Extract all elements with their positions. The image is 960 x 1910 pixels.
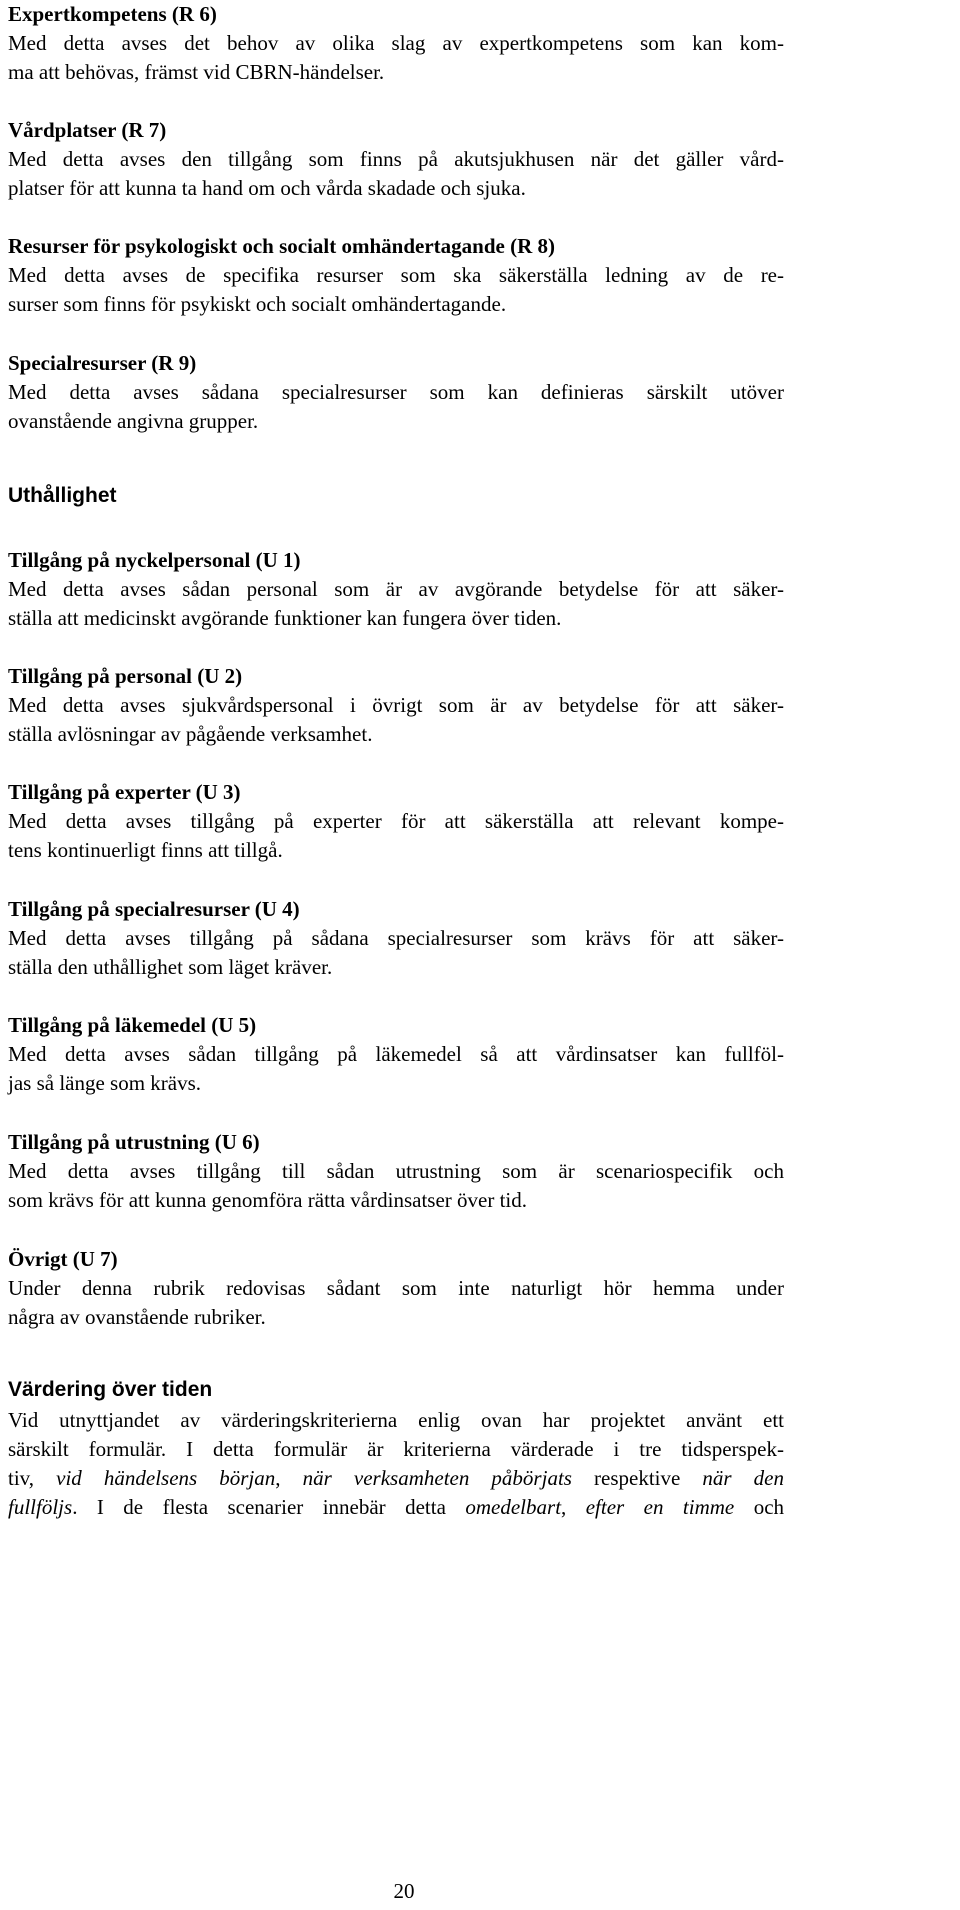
entry-u6 — [8, 1128, 784, 1215]
entry-r8 — [8, 232, 784, 319]
entry-title: Tillgång på utrustning (U 6) — [8, 1130, 260, 1154]
entry-title: Resurser för psykologiskt och socialt omhändertagande (R 8) — [8, 234, 555, 258]
entry-text-line: Med detta avses sådan tillgång på läkemedel så att vårdinsatser kan fullföl- — [8, 1042, 784, 1066]
entry-title: Övrigt (U 7) — [8, 1247, 118, 1271]
entry-title: Tillgång på läkemedel (U 5) — [8, 1013, 257, 1037]
entry-u4 — [8, 895, 784, 982]
entry-text-line: Med detta avses tillgång på experter för att säkerställa att relevant kompe- — [8, 809, 784, 833]
entry-text-line: Med detta avses de specifika resurser som ska säkerställa ledning av de re- — [8, 263, 784, 287]
entry-title: Specialresurser (R 9) — [8, 351, 197, 375]
entry-text-line: som krävs för att kunna genomföra rätta vårdinsatser över tid. — [8, 1188, 528, 1212]
entry-text-line: Med detta avses sjukvårdspersonal i övrigt som är av betydelse för att säker- — [8, 693, 784, 717]
entry-title: Tillgång på personal (U 2) — [8, 664, 243, 688]
section-heading-uthallighet: Uthållighet — [8, 484, 117, 507]
vardering-paragraph — [8, 1406, 784, 1522]
text-run: respektive — [571, 1466, 703, 1490]
entry-text-line: ma att behövas, främst vid CBRN-händelser. — [8, 60, 385, 84]
entry-title: Vårdplatser (R 7) — [8, 118, 167, 142]
entry-r7 — [8, 116, 784, 203]
entry-u2 — [8, 662, 784, 749]
italic-run: när verksamheten påbörjats — [302, 1466, 572, 1490]
section-heading-vardering: Värdering över tiden — [8, 1378, 213, 1401]
entry-r6 — [8, 0, 784, 87]
paragraph-line: Vid utnyttjandet av värderingskriterierna enlig ovan har projektet använt ett — [8, 1408, 784, 1432]
entry-text-line: Med detta avses den tillgång som finns på akutsjukhusen när det gäller vård- — [8, 147, 784, 171]
text-run: . I de flesta scenarier innebär detta — [72, 1495, 466, 1519]
entry-text-line: några av ovanstående rubriker. — [8, 1305, 266, 1329]
entry-title: Tillgång på specialresurser (U 4) — [8, 897, 300, 921]
paragraph-line — [8, 1464, 784, 1493]
entry-text-line: Med detta avses tillgång på sådana specialresurser som krävs för att säker- — [8, 926, 784, 950]
entry-text-line: tens kontinuerligt finns att tillgå. — [8, 838, 283, 862]
entry-text-line: ställa den uthållighet som läget kräver. — [8, 955, 333, 979]
entry-text-line: Med detta avses sådana specialresurser som kan definieras särskilt utöver — [8, 380, 784, 404]
entry-u5 — [8, 1011, 784, 1098]
paragraph-line — [8, 1493, 784, 1522]
entry-text-line: Med detta avses tillgång till sådan utrustning som är scenariospecifik och — [8, 1159, 784, 1183]
text-run: , — [275, 1466, 303, 1490]
entry-r9 — [8, 349, 784, 436]
entry-text-line: ovanstående angivna grupper. — [8, 409, 259, 433]
entry-title: Expertkompetens (R 6) — [8, 2, 217, 26]
text-run: och — [734, 1495, 785, 1519]
page-number: 20 — [393, 1879, 415, 1903]
entry-u1 — [8, 546, 784, 633]
entry-text-line: Under denna rubrik redovisas sådant som inte naturligt hör hemma under — [8, 1276, 784, 1300]
italic-run: omedelbart — [465, 1495, 562, 1519]
italic-run: när den — [702, 1466, 785, 1490]
entry-text-line: Med detta avses sådan personal som är av avgörande betydelse för att säker- — [8, 577, 784, 601]
italic-run: fullföljs — [8, 1495, 73, 1519]
italic-run: efter en timme — [585, 1495, 735, 1519]
entry-text-line: jas så länge som krävs. — [8, 1071, 202, 1095]
entry-text-line: ställa avlösningar av pågående verksamhet. — [8, 722, 373, 746]
entry-u3 — [8, 778, 784, 865]
entry-text-line: platser för att kunna ta hand om och vårda skadade och sjuka. — [8, 176, 526, 200]
entry-text-line: Med detta avses det behov av olika slag av expertkompetens som kan kom- — [8, 31, 784, 55]
entry-text-line: ställa att medicinskt avgörande funktioner kan fungera över tiden. — [8, 606, 562, 630]
italic-run: vid händelsens början — [56, 1466, 276, 1490]
text-run: tiv, — [8, 1466, 57, 1490]
entry-text-line: surser som finns för psykiskt och socialt omhändertagande. — [8, 292, 507, 316]
entry-title: Tillgång på nyckelpersonal (U 1) — [8, 548, 301, 572]
text-run: , — [561, 1495, 586, 1519]
entry-u7 — [8, 1245, 784, 1332]
entry-title: Tillgång på experter (U 3) — [8, 780, 241, 804]
paragraph-line: särskilt formulär. I detta formulär är kriterierna värderade i tre tidsperspek- — [8, 1437, 784, 1461]
